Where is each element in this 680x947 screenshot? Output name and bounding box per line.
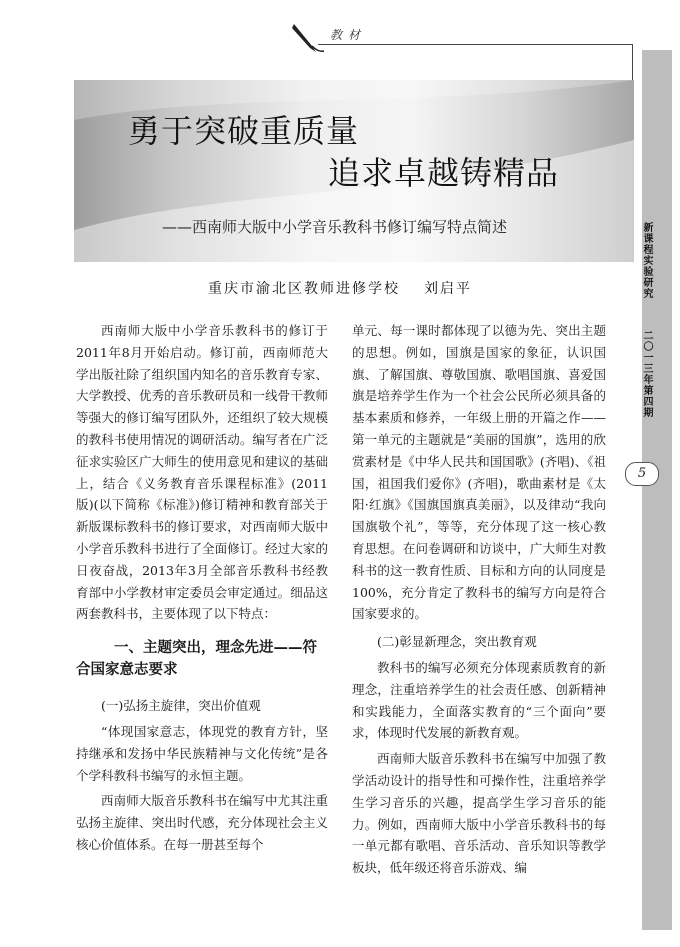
pen-nib-icon (286, 18, 326, 58)
section-label: 教材 (330, 28, 367, 42)
paragraph: 教科书的编写必须充分体现素质教育的新理念，注重培养学生的社会责任感、创新精神和实践能力，全面落实教育的“三个面向”要求，体现时代发展的新教育观。 (352, 659, 606, 741)
side-issue-date: 二〇一三年第四期 (641, 330, 652, 418)
byline (0, 278, 680, 298)
intro-paragraph: 西南师大版中小学音乐教科书的修订于2011年8月开始启动。修订前，西南师范大学出版社除了组织国内知名的音乐教育专家、大学教授、优秀的音乐教研员和一线骨干教师等强大的修订编写团队外，还组织了较大规模的教科书使用情况的调研活动。编写者在广泛征求实验区广大师生的使用意见和建议的基础上，结合《义务教育音乐课程标准》(2011版)(以下简称《标准》)修订精神和教育部关于新版课标教科书的修订要求，对西南师大版中小学音乐教科书进行了全面修订。经过大家的日夜奋战，2013年3月全部音乐教科书经教育部中小学教材审定委员会审定通过。细品这两套教科书，主要体现了以下特点： (76, 323, 328, 622)
author-affiliation: 重庆市渝北区教师进修学校 (208, 281, 400, 297)
subheading-1: (一)弘扬主旋律，突出价值观 (101, 698, 261, 714)
header-rule (318, 44, 632, 45)
right-column (352, 320, 606, 883)
side-tab (642, 50, 672, 930)
left-column (76, 320, 328, 860)
side-journal-name: 新课程实验研究 (641, 222, 652, 299)
section-heading-1-line-2: 合国家意志要求 (76, 662, 178, 679)
section-heading-1 (76, 637, 328, 681)
section-heading-1-line-1: 一、主题突出，理念先进——符 (114, 640, 317, 657)
paragraph: 西南师大版音乐教科书在编写中加强了教学活动设计的指导性和可操作性，注重培养学生学习音乐的兴趣，提高学生学习音乐的能力。例如，西南师大版中小学音乐教科书的每一单元都有歌唱、音乐活动、音乐知识等教学板块，低年级还将音乐游戏、编 (352, 751, 606, 876)
author-name: 刘启平 (424, 281, 472, 297)
title-line-2: 追求卓越铸精品 (328, 154, 560, 192)
paragraph: 西南师大版音乐教科书在编写中尤其注重弘扬主旋律、突出时代感，充分体现社会主义核心价值体系。在每一册甚至每个 (76, 793, 328, 852)
subheading-2: (二)彰显新理念，突出教育观 (377, 634, 537, 650)
paragraph: “体现国家意志，体现党的教育方针，坚持继承和发扬中华民族精神与文化传统”是各个学科教科书编写的永恒主题。 (76, 723, 328, 783)
title-line-1: 勇于突破重质量 (128, 112, 360, 150)
page-number: 5 (625, 462, 659, 486)
article-subtitle: ——西南师大版中小学音乐教科书修订编写特点简述 (162, 218, 508, 236)
paragraph: 单元、每一课时都体现了以德为先、突出主题的思想。例如，国旗是国家的象征，认识国旗、了解国旗、尊敬国旗、歌唱国旗、喜爱国旗是培养学生作为一个社会公民所必须具备的基本素质和修养，一年级上册的开篇之作——第一单元的主题就是“美丽的国旗”，选用的欣赏素材是《中华人民共和国国歌》(齐唱)、《祖国，祖国我们爱你》(齐唱)，歌曲素材是《太阳·红旗》《国旗国旗真美丽》，以及律动“我向国旗敬个礼”，等等，充分体现了这一核心教育思想。在问卷调研和访谈中，广大师生对教科书的这一教育性质、目标和方向的认同度是100%，充分肯定了教科书的编写方向是符合国家要求的。 (352, 323, 606, 622)
title-banner (74, 80, 634, 262)
